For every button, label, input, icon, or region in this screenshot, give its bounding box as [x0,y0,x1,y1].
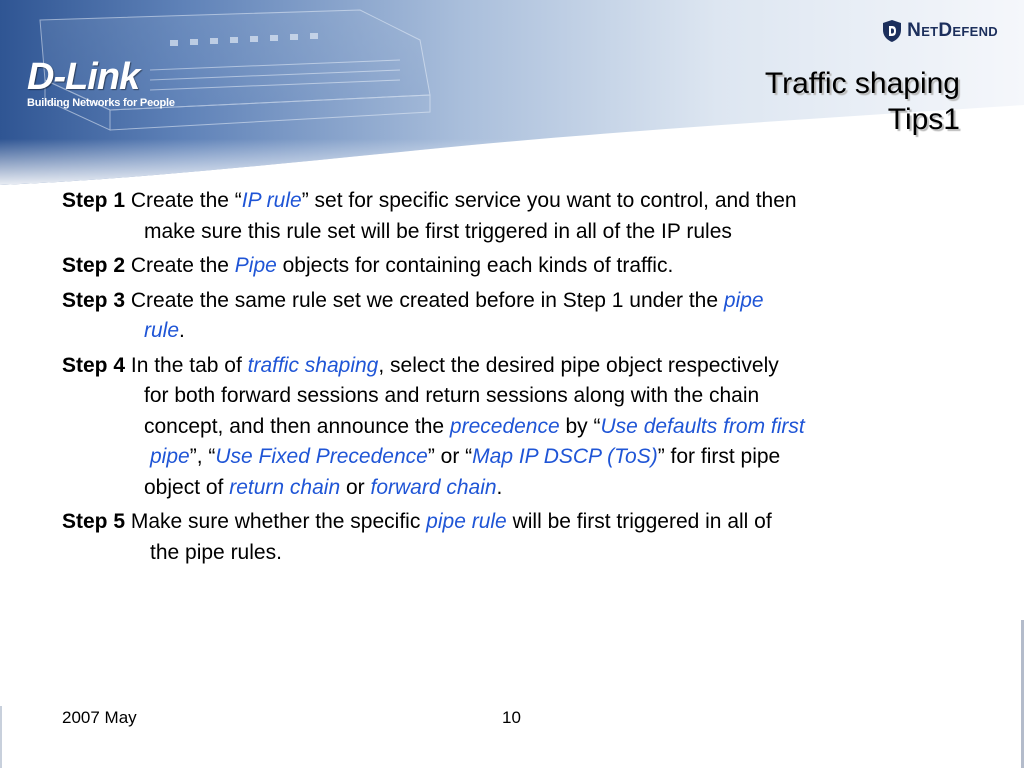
step-3-line-1 [62,286,967,317]
step-text: ”, “ [189,445,216,468]
step-text: objects for containing each kinds of traffic. [276,254,674,277]
step-text: concept, and then announce the [144,414,450,438]
step-text: object of [144,475,230,499]
step-text: ” set for specific service you want to control, and then [301,189,797,212]
footer-date: 2007 May [62,708,137,727]
step-text: Create the same rule set we created before in Step 1 under the [125,288,724,312]
step-emphasis: Pipe [234,254,277,277]
step-emphasis: pipe [150,445,190,468]
step-4-line-4 [62,442,967,473]
shield-icon [882,19,902,43]
step-emphasis: IP rule [241,189,302,212]
dlink-logo [27,58,175,110]
slide-title-line2: Tips1 [887,103,960,136]
step-2 [62,251,967,282]
step-emphasis: pipe [723,288,764,312]
step-4-line-2: for both forward sessions and return sessions along with the chain [144,384,760,407]
slide-title [765,66,960,138]
dlink-tagline: Building Networks for People [27,97,175,109]
step-emphasis: Use Fixed Precedence [215,445,428,468]
netdefend-logo [882,19,998,43]
step-1-line-2: make sure this rule set will be first triggered in all of the IP rules [144,219,732,243]
step-emphasis: Use defaults from first [600,414,805,438]
step-text: , select the desired pipe object respectively [378,353,779,377]
step-text: Create the “ [125,189,242,212]
step-text: . [496,475,503,499]
step-emphasis: pipe rule [426,510,507,533]
dlink-wordmark: D-Link [27,56,140,98]
step-text: by “ [559,414,601,438]
step-text: ” for first pipe [657,445,781,468]
step-text: will be first triggered in all of [506,510,772,533]
step-label: Step 4 [62,353,126,377]
step-1-line-1 [62,186,967,217]
netdefend-wordmark: NetDefend [907,20,998,41]
step-4 [62,351,967,504]
step-label: Step 1 [62,189,126,212]
step-label: Step 3 [62,288,126,312]
step-3-line-2 [62,316,967,347]
page-number: 10 [502,708,521,727]
step-5 [62,507,967,568]
step-label: Step 2 [62,254,126,277]
left-edge-divider [0,706,2,768]
step-text: ” or “ [427,445,473,468]
body-text [62,186,967,572]
step-text: or [340,475,371,499]
step-label: Step 5 [62,510,126,533]
step-4-line-3 [62,412,967,443]
step-emphasis: precedence [449,414,560,438]
step-5-line-1 [62,507,967,538]
step-emphasis: forward chain [370,475,497,499]
step-1 [62,186,967,247]
step-text: . [179,319,185,342]
step-emphasis: return chain [229,475,341,499]
step-4-line-1 [62,351,967,382]
step-text: In the tab of [125,353,248,377]
step-text: Create the [125,254,235,277]
step-5-line-2: the pipe rules. [150,540,282,564]
step-emphasis: rule [144,319,180,342]
step-emphasis: traffic shaping [247,353,379,377]
step-3 [62,286,967,347]
step-text: Make sure whether the specific [125,510,427,533]
slide-title-line1: Traffic shaping [764,67,960,100]
step-4-line-5 [62,473,967,504]
step-2-line-1 [62,251,967,282]
step-emphasis: Map IP DSCP (ToS) [472,445,658,468]
